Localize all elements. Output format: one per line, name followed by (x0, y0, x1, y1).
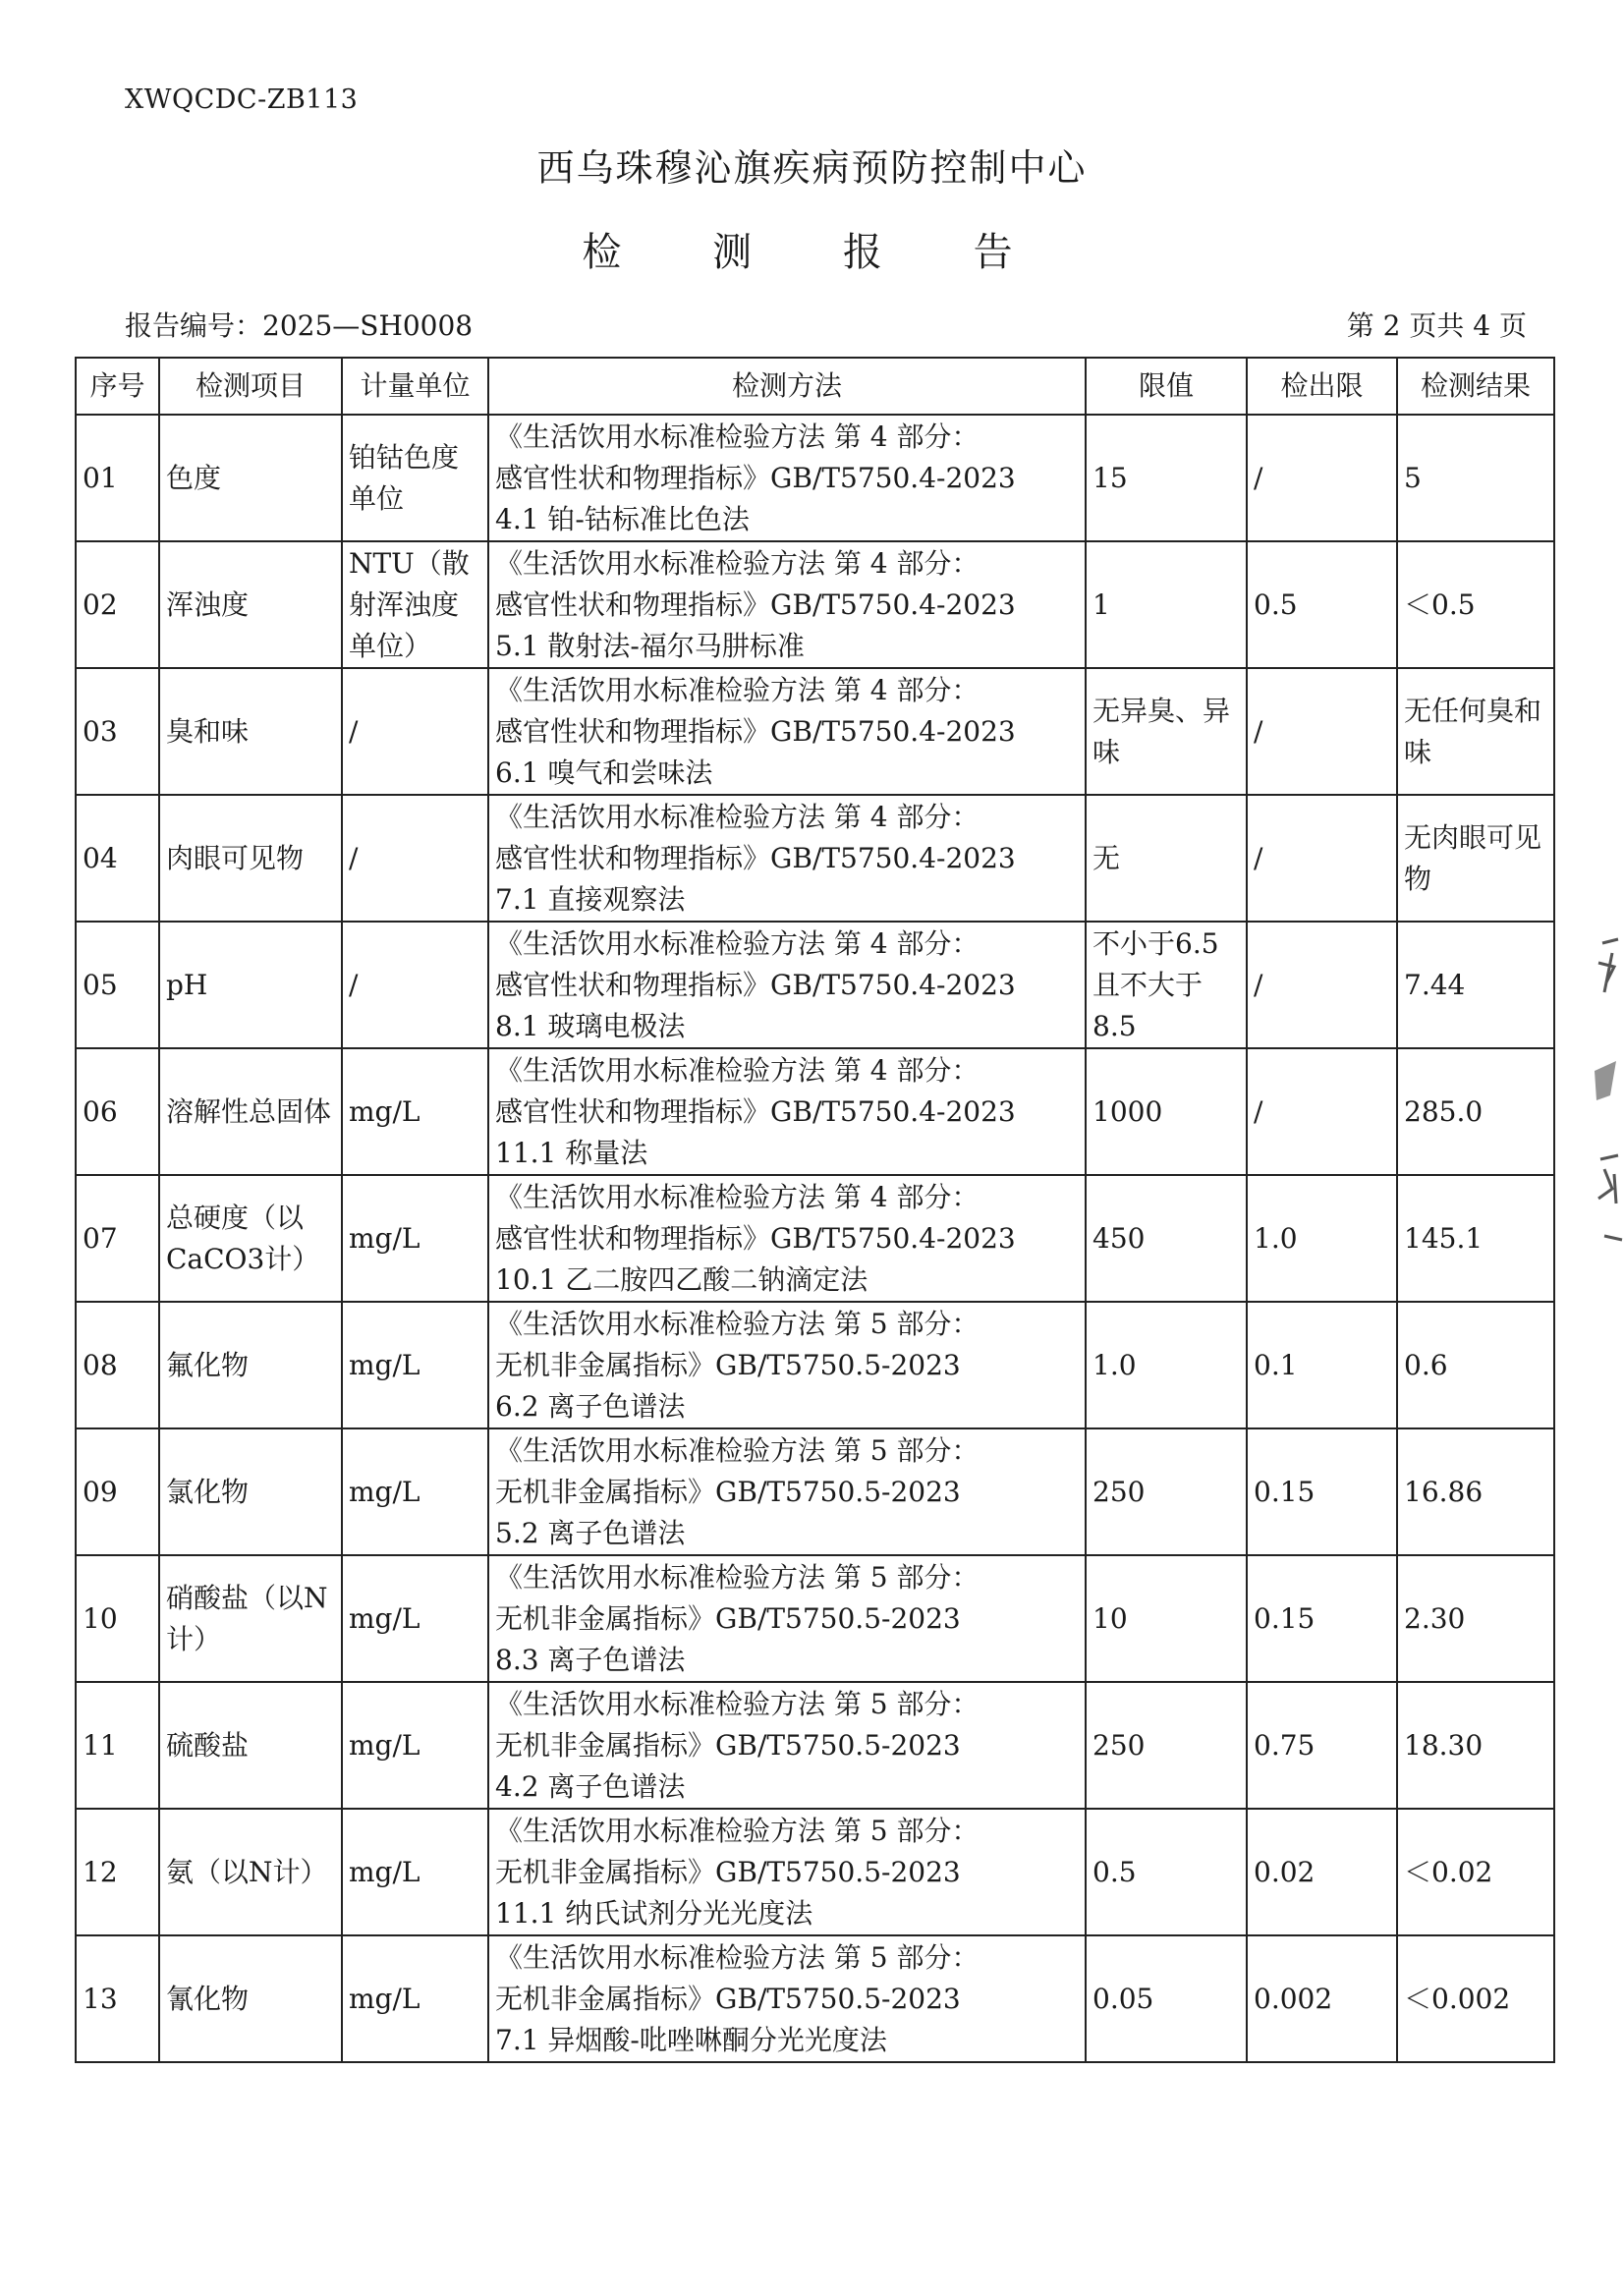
table-row (76, 795, 1554, 922)
cell-detect-limit: / (1247, 415, 1397, 541)
method-line: 《生活饮用水标准检验方法 第 4 部分： (495, 800, 980, 833)
cell-unit: mg/L (342, 1428, 488, 1555)
method-line: 5.2 离子色谱法 (495, 1516, 686, 1549)
cell-result: 145.1 (1397, 1175, 1554, 1302)
cell-unit: 铂钴色度单位 (342, 415, 488, 541)
method-line: 感官性状和物理指标》GB/T5750.4-2023 (495, 841, 1016, 874)
method-line: 无机非金属指标》GB/T5750.5-2023 (495, 1475, 961, 1508)
cell-method (488, 1935, 1086, 2062)
header-cell-no: 序号 (76, 358, 159, 415)
cell-unit: / (342, 668, 488, 795)
method-line: 10.1 乙二胺四乙酸二钠滴定法 (495, 1262, 868, 1296)
cell-limit: 10 (1086, 1555, 1247, 1682)
cell-limit: 不小于6.5且不大于8.5 (1086, 922, 1247, 1048)
cell-detect-limit: 1.0 (1247, 1175, 1397, 1302)
cell-limit: 无异臭、异味 (1086, 668, 1247, 795)
table-row (76, 1302, 1554, 1428)
method-line: 感官性状和物理指标》GB/T5750.4-2023 (495, 461, 1016, 494)
method-line: 《生活饮用水标准检验方法 第 5 部分： (495, 1814, 980, 1847)
cell-method (488, 668, 1086, 795)
cell-result: 2.30 (1397, 1555, 1554, 1682)
method-line: 感官性状和物理指标》GB/T5750.4-2023 (495, 1094, 1016, 1128)
method-line: 7.1 直接观察法 (495, 882, 686, 916)
cell-no: 10 (76, 1555, 159, 1682)
cell-unit: mg/L (342, 1302, 488, 1428)
method-line: 无机非金属指标》GB/T5750.5-2023 (495, 1855, 961, 1888)
cell-no: 09 (76, 1428, 159, 1555)
cell-detect-limit: 0.15 (1247, 1428, 1397, 1555)
method-line: 《生活饮用水标准检验方法 第 4 部分： (495, 1053, 980, 1087)
cell-detect-limit: / (1247, 922, 1397, 1048)
cell-no: 08 (76, 1302, 159, 1428)
method-line: 4.1 铂-钴标准比色法 (495, 502, 750, 535)
cell-result: 18.30 (1397, 1682, 1554, 1809)
method-line: 无机非金属指标》GB/T5750.5-2023 (495, 1601, 961, 1635)
cell-detect-limit: 0.1 (1247, 1302, 1397, 1428)
cell-no: 04 (76, 795, 159, 922)
header-cell-limit: 限值 (1086, 358, 1247, 415)
cell-unit: / (342, 795, 488, 922)
header-cell-result: 检测结果 (1397, 358, 1554, 415)
cell-method (488, 922, 1086, 1048)
method-line: 《生活饮用水标准检验方法 第 5 部分： (495, 1940, 980, 1974)
cell-unit: / (342, 922, 488, 1048)
method-line: 4.2 离子色谱法 (495, 1769, 686, 1803)
method-line: 《生活饮用水标准检验方法 第 4 部分： (495, 1180, 980, 1213)
cell-result: 285.0 (1397, 1048, 1554, 1175)
cell-detect-limit: 0.75 (1247, 1682, 1397, 1809)
cell-limit: 1.0 (1086, 1302, 1247, 1428)
cell-no: 01 (76, 415, 159, 541)
method-line: 感官性状和物理指标》GB/T5750.4-2023 (495, 714, 1016, 748)
cell-result: 无肉眼可见物 (1397, 795, 1554, 922)
cell-unit: mg/L (342, 1555, 488, 1682)
cell-detect-limit: 0.15 (1247, 1555, 1397, 1682)
cell-item: 氯化物 (159, 1428, 342, 1555)
cell-limit: 450 (1086, 1175, 1247, 1302)
cell-method (488, 1809, 1086, 1935)
cell-item: 色度 (159, 415, 342, 541)
method-line: 5.1 散射法-福尔马肼标准 (495, 629, 805, 662)
cell-result: 5 (1397, 415, 1554, 541)
cell-item: 臭和味 (159, 668, 342, 795)
method-line: 《生活饮用水标准检验方法 第 4 部分： (495, 546, 980, 580)
method-line: 6.1 嗅气和尝味法 (495, 756, 713, 789)
header-cell-unit: 计量单位 (342, 358, 488, 415)
cell-no: 13 (76, 1935, 159, 2062)
cell-limit: 无 (1086, 795, 1247, 922)
method-line: 7.1 异烟酸-吡唑啉酮分光光度法 (495, 2023, 887, 2056)
cell-no: 05 (76, 922, 159, 1048)
table-row (76, 1935, 1554, 2062)
organization-name: 西乌珠穆沁旗疾病预防控制中心 (536, 146, 1088, 190)
method-line: 8.3 离子色谱法 (495, 1643, 686, 1676)
cell-limit: 15 (1086, 415, 1247, 541)
table-row (76, 1428, 1554, 1555)
method-line: 无机非金属指标》GB/T5750.5-2023 (495, 1348, 961, 1381)
cell-method (488, 1175, 1086, 1302)
cell-result: 无任何臭和味 (1397, 668, 1554, 795)
cell-detect-limit: 0.02 (1247, 1809, 1397, 1935)
cell-method (488, 415, 1086, 541)
table-row (76, 1809, 1554, 1935)
cell-item: 氟化物 (159, 1302, 342, 1428)
cell-unit: mg/L (342, 1935, 488, 2062)
cell-item: 硫酸盐 (159, 1682, 342, 1809)
table-row (76, 1175, 1554, 1302)
method-line: 《生活饮用水标准检验方法 第 5 部分： (495, 1687, 980, 1720)
cell-no: 03 (76, 668, 159, 795)
table-row (76, 415, 1554, 541)
cell-no: 12 (76, 1809, 159, 1935)
document-code: XWQCDC-ZB113 (125, 84, 359, 115)
header-cell-method: 检测方法 (488, 358, 1086, 415)
cell-method (488, 541, 1086, 668)
cell-item: 氰化物 (159, 1935, 342, 2062)
method-line: 8.1 玻璃电极法 (495, 1009, 686, 1042)
cell-result: 0.6 (1397, 1302, 1554, 1428)
table-row (76, 668, 1554, 795)
method-line: 《生活饮用水标准检验方法 第 5 部分： (495, 1307, 980, 1340)
cell-detect-limit: / (1247, 1048, 1397, 1175)
cell-limit: 1000 (1086, 1048, 1247, 1175)
table-row (76, 1555, 1554, 1682)
cell-no: 02 (76, 541, 159, 668)
report-number: 报告编号：2025—SH0008 (125, 309, 474, 342)
cell-method (488, 1302, 1086, 1428)
method-line: 无机非金属指标》GB/T5750.5-2023 (495, 1728, 961, 1762)
cell-result: 16.86 (1397, 1428, 1554, 1555)
header-cell-detect-limit: 检出限 (1247, 358, 1397, 415)
table-row (76, 1048, 1554, 1175)
header-cell-item: 检测项目 (159, 358, 342, 415)
cell-limit: 0.05 (1086, 1935, 1247, 2062)
cell-unit: mg/L (342, 1175, 488, 1302)
cell-item: 浑浊度 (159, 541, 342, 668)
cell-method (488, 1682, 1086, 1809)
cell-item: 氨（以N计） (159, 1809, 342, 1935)
cell-item: 溶解性总固体 (159, 1048, 342, 1175)
method-line: 《生活饮用水标准检验方法 第 5 部分： (495, 1433, 980, 1467)
method-line: 11.1 纳氏试剂分光光度法 (495, 1896, 813, 1930)
cell-limit: 1 (1086, 541, 1247, 668)
cell-detect-limit: / (1247, 668, 1397, 795)
cell-no: 11 (76, 1682, 159, 1809)
method-line: 无机非金属指标》GB/T5750.5-2023 (495, 1982, 961, 2015)
table-row (76, 1682, 1554, 1809)
method-line: 感官性状和物理指标》GB/T5750.4-2023 (495, 1221, 1016, 1255)
table-row (76, 922, 1554, 1048)
cell-result: ＜0.002 (1397, 1935, 1554, 2062)
method-line: 11.1 称量法 (495, 1136, 648, 1169)
cell-no: 07 (76, 1175, 159, 1302)
report-title: 检 测 报 告 (582, 230, 1042, 275)
cell-item: 肉眼可见物 (159, 795, 342, 922)
cell-result: ＜0.5 (1397, 541, 1554, 668)
table-row (76, 541, 1554, 668)
page-indicator: 第 2 页共 4 页 (1346, 309, 1527, 342)
method-line: 6.2 离子色谱法 (495, 1389, 686, 1423)
cell-method (488, 795, 1086, 922)
method-line: 《生活饮用水标准检验方法 第 4 部分： (495, 673, 980, 706)
table-header-row (76, 358, 1554, 415)
cell-unit: mg/L (342, 1682, 488, 1809)
cell-no: 06 (76, 1048, 159, 1175)
method-line: 《生活饮用水标准检验方法 第 4 部分： (495, 926, 980, 960)
cell-item: 总硬度（以CaCO3计） (159, 1175, 342, 1302)
cell-detect-limit: / (1247, 795, 1397, 922)
cell-item: 硝酸盐（以N计） (159, 1555, 342, 1682)
cell-unit: mg/L (342, 1048, 488, 1175)
cell-method (488, 1048, 1086, 1175)
method-line: 感官性状和物理指标》GB/T5750.4-2023 (495, 968, 1016, 1001)
method-line: 感官性状和物理指标》GB/T5750.4-2023 (495, 588, 1016, 621)
cell-unit: NTU（散射浑浊度单位） (342, 541, 488, 668)
cell-method (488, 1555, 1086, 1682)
cell-result: 7.44 (1397, 922, 1554, 1048)
cell-limit: 250 (1086, 1682, 1247, 1809)
seal-fragment (1585, 924, 1624, 1258)
method-line: 《生活饮用水标准检验方法 第 4 部分： (495, 420, 980, 453)
results-table (75, 357, 1555, 2063)
cell-limit: 0.5 (1086, 1809, 1247, 1935)
cell-result: ＜0.02 (1397, 1809, 1554, 1935)
method-line: 《生活饮用水标准检验方法 第 5 部分： (495, 1560, 980, 1594)
cell-unit: mg/L (342, 1809, 488, 1935)
cell-detect-limit: 0.002 (1247, 1935, 1397, 2062)
cell-limit: 250 (1086, 1428, 1247, 1555)
cell-detect-limit: 0.5 (1247, 541, 1397, 668)
cell-item: pH (159, 922, 342, 1048)
cell-method (488, 1428, 1086, 1555)
